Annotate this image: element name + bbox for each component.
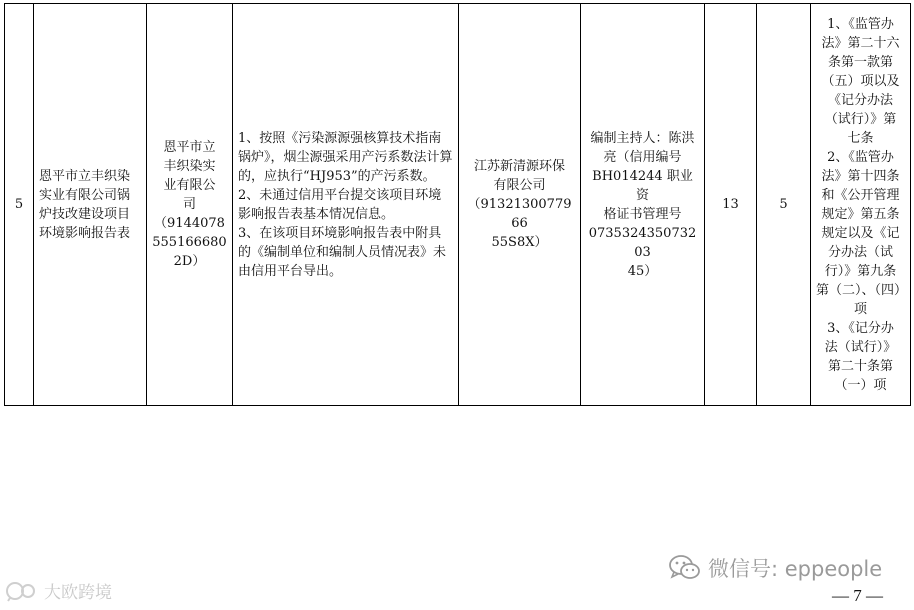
- page-number: — 7 —: [832, 586, 883, 605]
- score-unit: 13: [705, 4, 757, 406]
- basis-line: 分办法（试: [827, 244, 893, 260]
- company-line: 恩平市立: [163, 140, 216, 155]
- host-line: 编制主持人：陈洪: [590, 130, 695, 146]
- project-name: 恩平市立丰织染实业有限公司锅炉技改建设项目环境影响报告表: [34, 4, 147, 406]
- problem-item: 2、未通过信用平台提交该项目环境影响报告表基本情况信息。: [238, 187, 442, 222]
- problem-list: [233, 4, 459, 406]
- basis-line: （试行）》第: [824, 111, 897, 127]
- company-line: 司: [182, 197, 196, 212]
- problem-item: 1、按照《污染源源强核算技术指南锅炉》，烟尘源强采用产污系数法计算的，应执行“HJ953”的产污系数。: [238, 130, 453, 184]
- basis-line: 法（试行）》: [824, 339, 897, 355]
- unit-line: 江苏新清源环保: [473, 159, 565, 174]
- host-line: BH014244 职业资: [592, 168, 693, 203]
- basis-line: 规定》第五条: [821, 206, 900, 222]
- host-line: 45）: [627, 263, 658, 279]
- basis-line: （一）项: [834, 377, 887, 393]
- problem-item: 3、在该项目环境影响报告表中附具的《编制单位和编制人员情况表》未由信用平台导出。: [238, 225, 447, 279]
- table-row: [5, 4, 911, 406]
- unit-line: （9132130077966: [467, 197, 572, 231]
- compiling-unit: [459, 4, 581, 406]
- basis-line: 《记分办法: [827, 92, 893, 108]
- basis-line: 法》第十四条: [821, 168, 900, 184]
- basis-line: 2、《监管办: [827, 149, 894, 165]
- company-line: （9144078: [154, 216, 225, 231]
- basis-line: 条第一款第: [827, 54, 893, 70]
- basis-line: 和《公开管理: [821, 187, 900, 203]
- host-line: 亮（信用编号: [603, 149, 682, 165]
- basis-line: （五）项以及: [821, 73, 900, 89]
- basis-line: 1、《监管办: [827, 16, 894, 32]
- unit-line: 有限公司: [493, 178, 546, 193]
- basis-line: 第（二）、（四）: [816, 282, 908, 298]
- row-index: 5: [5, 4, 34, 406]
- penalty-table: [4, 3, 911, 406]
- basis-line: 3、《记分办: [827, 320, 894, 336]
- construction-company: [147, 4, 233, 406]
- brand-logo-icon: [6, 580, 40, 602]
- compiling-host: [581, 4, 705, 406]
- score-host: 5: [757, 4, 811, 406]
- brand-watermark: [6, 578, 112, 603]
- host-line: 格证书管理号: [603, 206, 682, 222]
- company-line: 555166680: [152, 235, 227, 250]
- basis-line: 法》第二十六: [821, 35, 900, 51]
- brand-watermark-text: 大欧跨境: [44, 583, 112, 603]
- unit-line: 55S8X）: [491, 235, 548, 250]
- wechat-id-text: 微信号: eppeople: [708, 557, 883, 581]
- basis-line: 规定以及《记: [821, 225, 900, 241]
- company-line: 丰织染实: [163, 159, 216, 174]
- basis-line: 七条: [847, 130, 874, 146]
- company-line: 2D）: [173, 254, 206, 269]
- wechat-icon: [668, 553, 702, 583]
- company-line: 业有限公: [163, 178, 216, 193]
- host-line: 073532435073203: [588, 225, 697, 260]
- legal-basis: [811, 4, 911, 406]
- basis-line: 第二十条第: [827, 358, 893, 374]
- basis-line: 行）》第九条: [824, 263, 897, 279]
- wechat-watermark: [668, 553, 882, 583]
- basis-line: 项: [853, 301, 867, 317]
